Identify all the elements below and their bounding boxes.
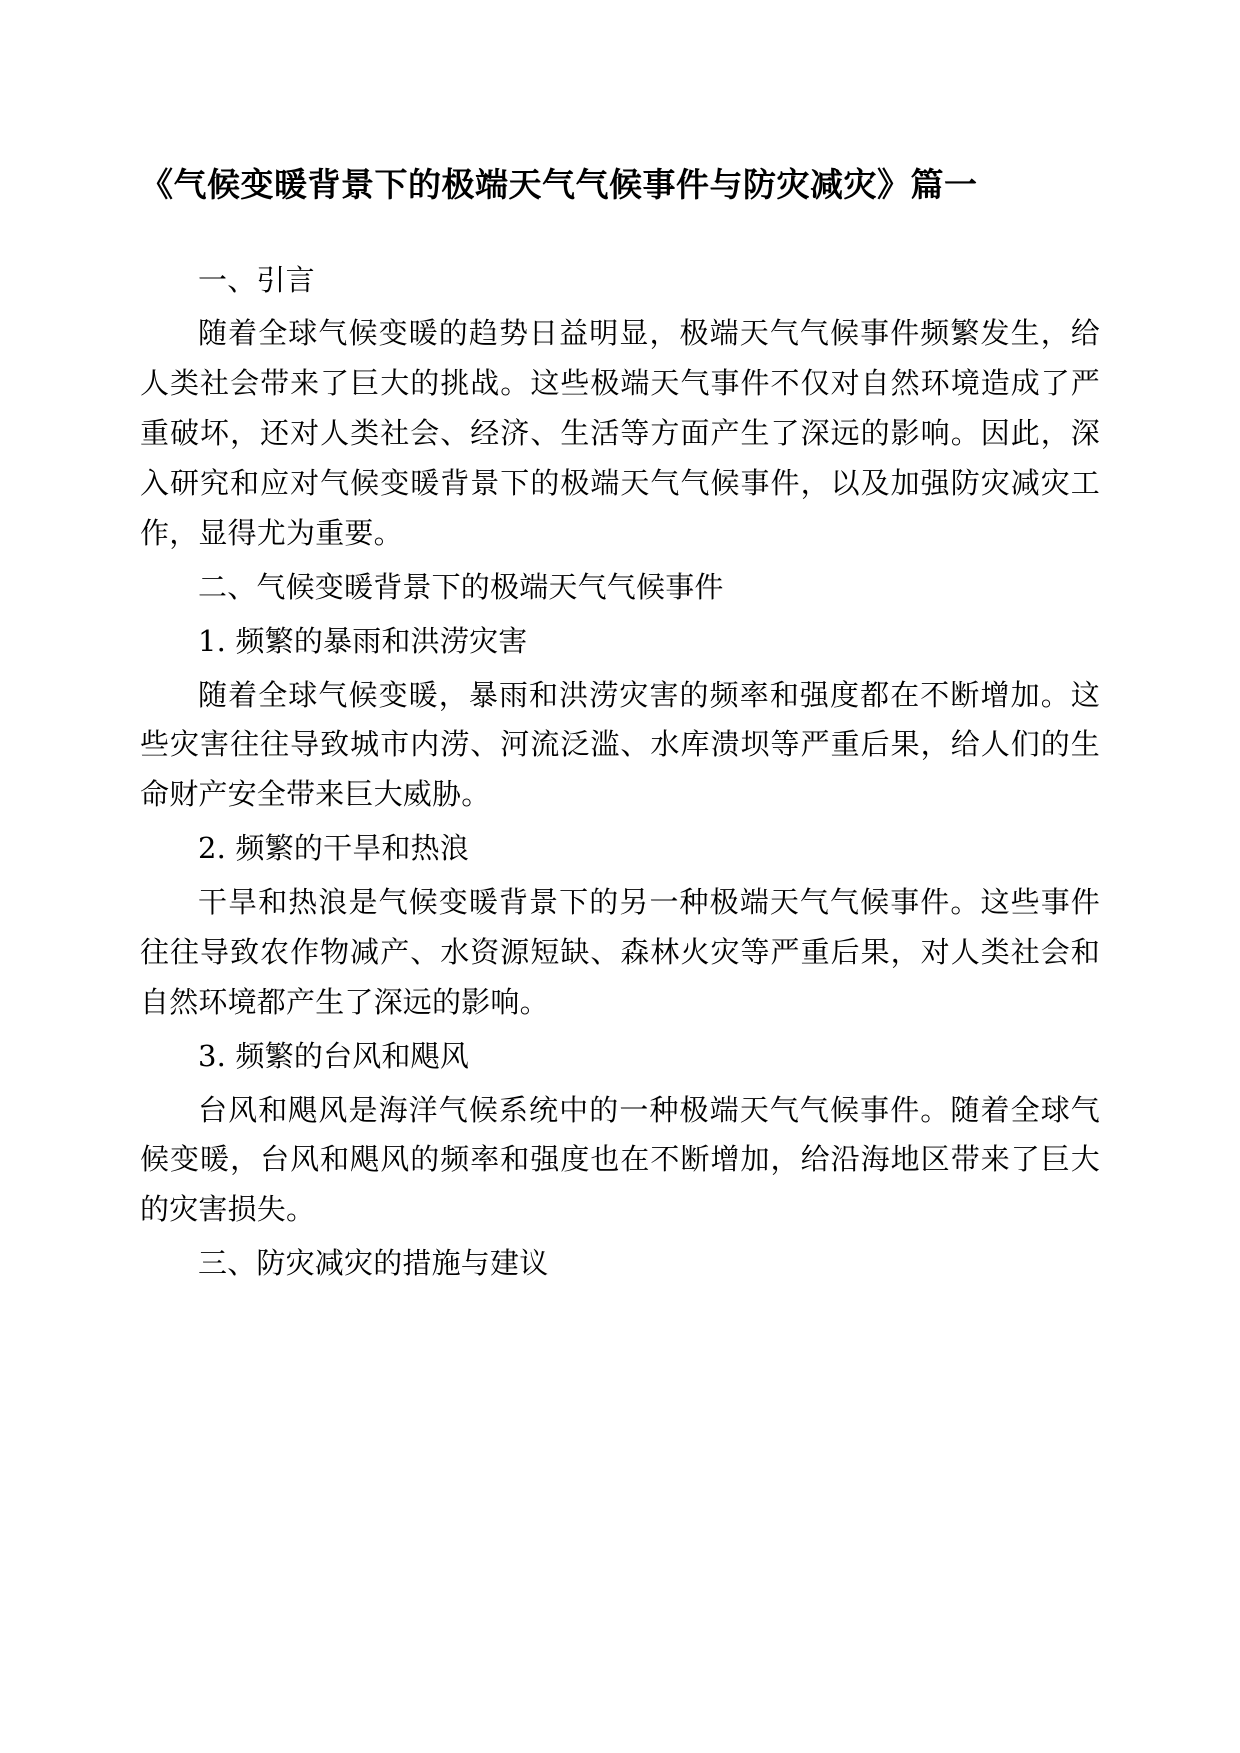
subsection-heading: 1. 频繁的暴雨和洪涝灾害 [198, 623, 528, 658]
subsection-heading: 3. 频繁的台风和飓风 [198, 1038, 470, 1073]
subsection-heading: 2. 频繁的干旱和热浪 [198, 831, 470, 866]
page-title: 《气候变暖背景下的极端天气气候事件与防灾减灾》篇一 [140, 165, 978, 204]
body-paragraph: 干旱和热浪是气候变暖背景下的另一种极端天气气候事件。这些事件往往导致农作物减产、水资源短缺、森林火灾等严重后果，对人类社会和自然环境都产生了深远的影响。 [140, 885, 1100, 1019]
section-heading: 一、引言 [198, 262, 315, 297]
document-body [140, 256, 1100, 1290]
section-heading: 三、防灾减灾的措施与建议 [198, 1246, 549, 1281]
body-paragraph: 随着全球气候变暖，暴雨和洪涝灾害的频率和强度都在不断增加。这些灾害往往导致城市内涝、河流泛滥、水库溃坝等严重后果，给人们的生命财产安全带来巨大威胁。 [140, 677, 1100, 812]
section-heading: 二、气候变暖背景下的极端天气气候事件 [198, 569, 724, 604]
body-paragraph: 台风和飓风是海洋气候系统中的一种极端天气气候事件。随着全球气候变暖，台风和飓风的频率和强度也在不断增加，给沿海地区带来了巨大的灾害损失。 [140, 1092, 1100, 1227]
body-paragraph: 随着全球气候变暖的趋势日益明显，极端天气气候事件频繁发生，给人类社会带来了巨大的挑战。这些极端天气事件不仅对自然环境造成了严重破坏，还对人类社会、经济、生活等方面产生了深远的影响。因此，深入研究和应对气候变暖背景下的极端天气气候事件，以及加强防灾减灾工作，显得尤为重要。 [140, 316, 1100, 550]
